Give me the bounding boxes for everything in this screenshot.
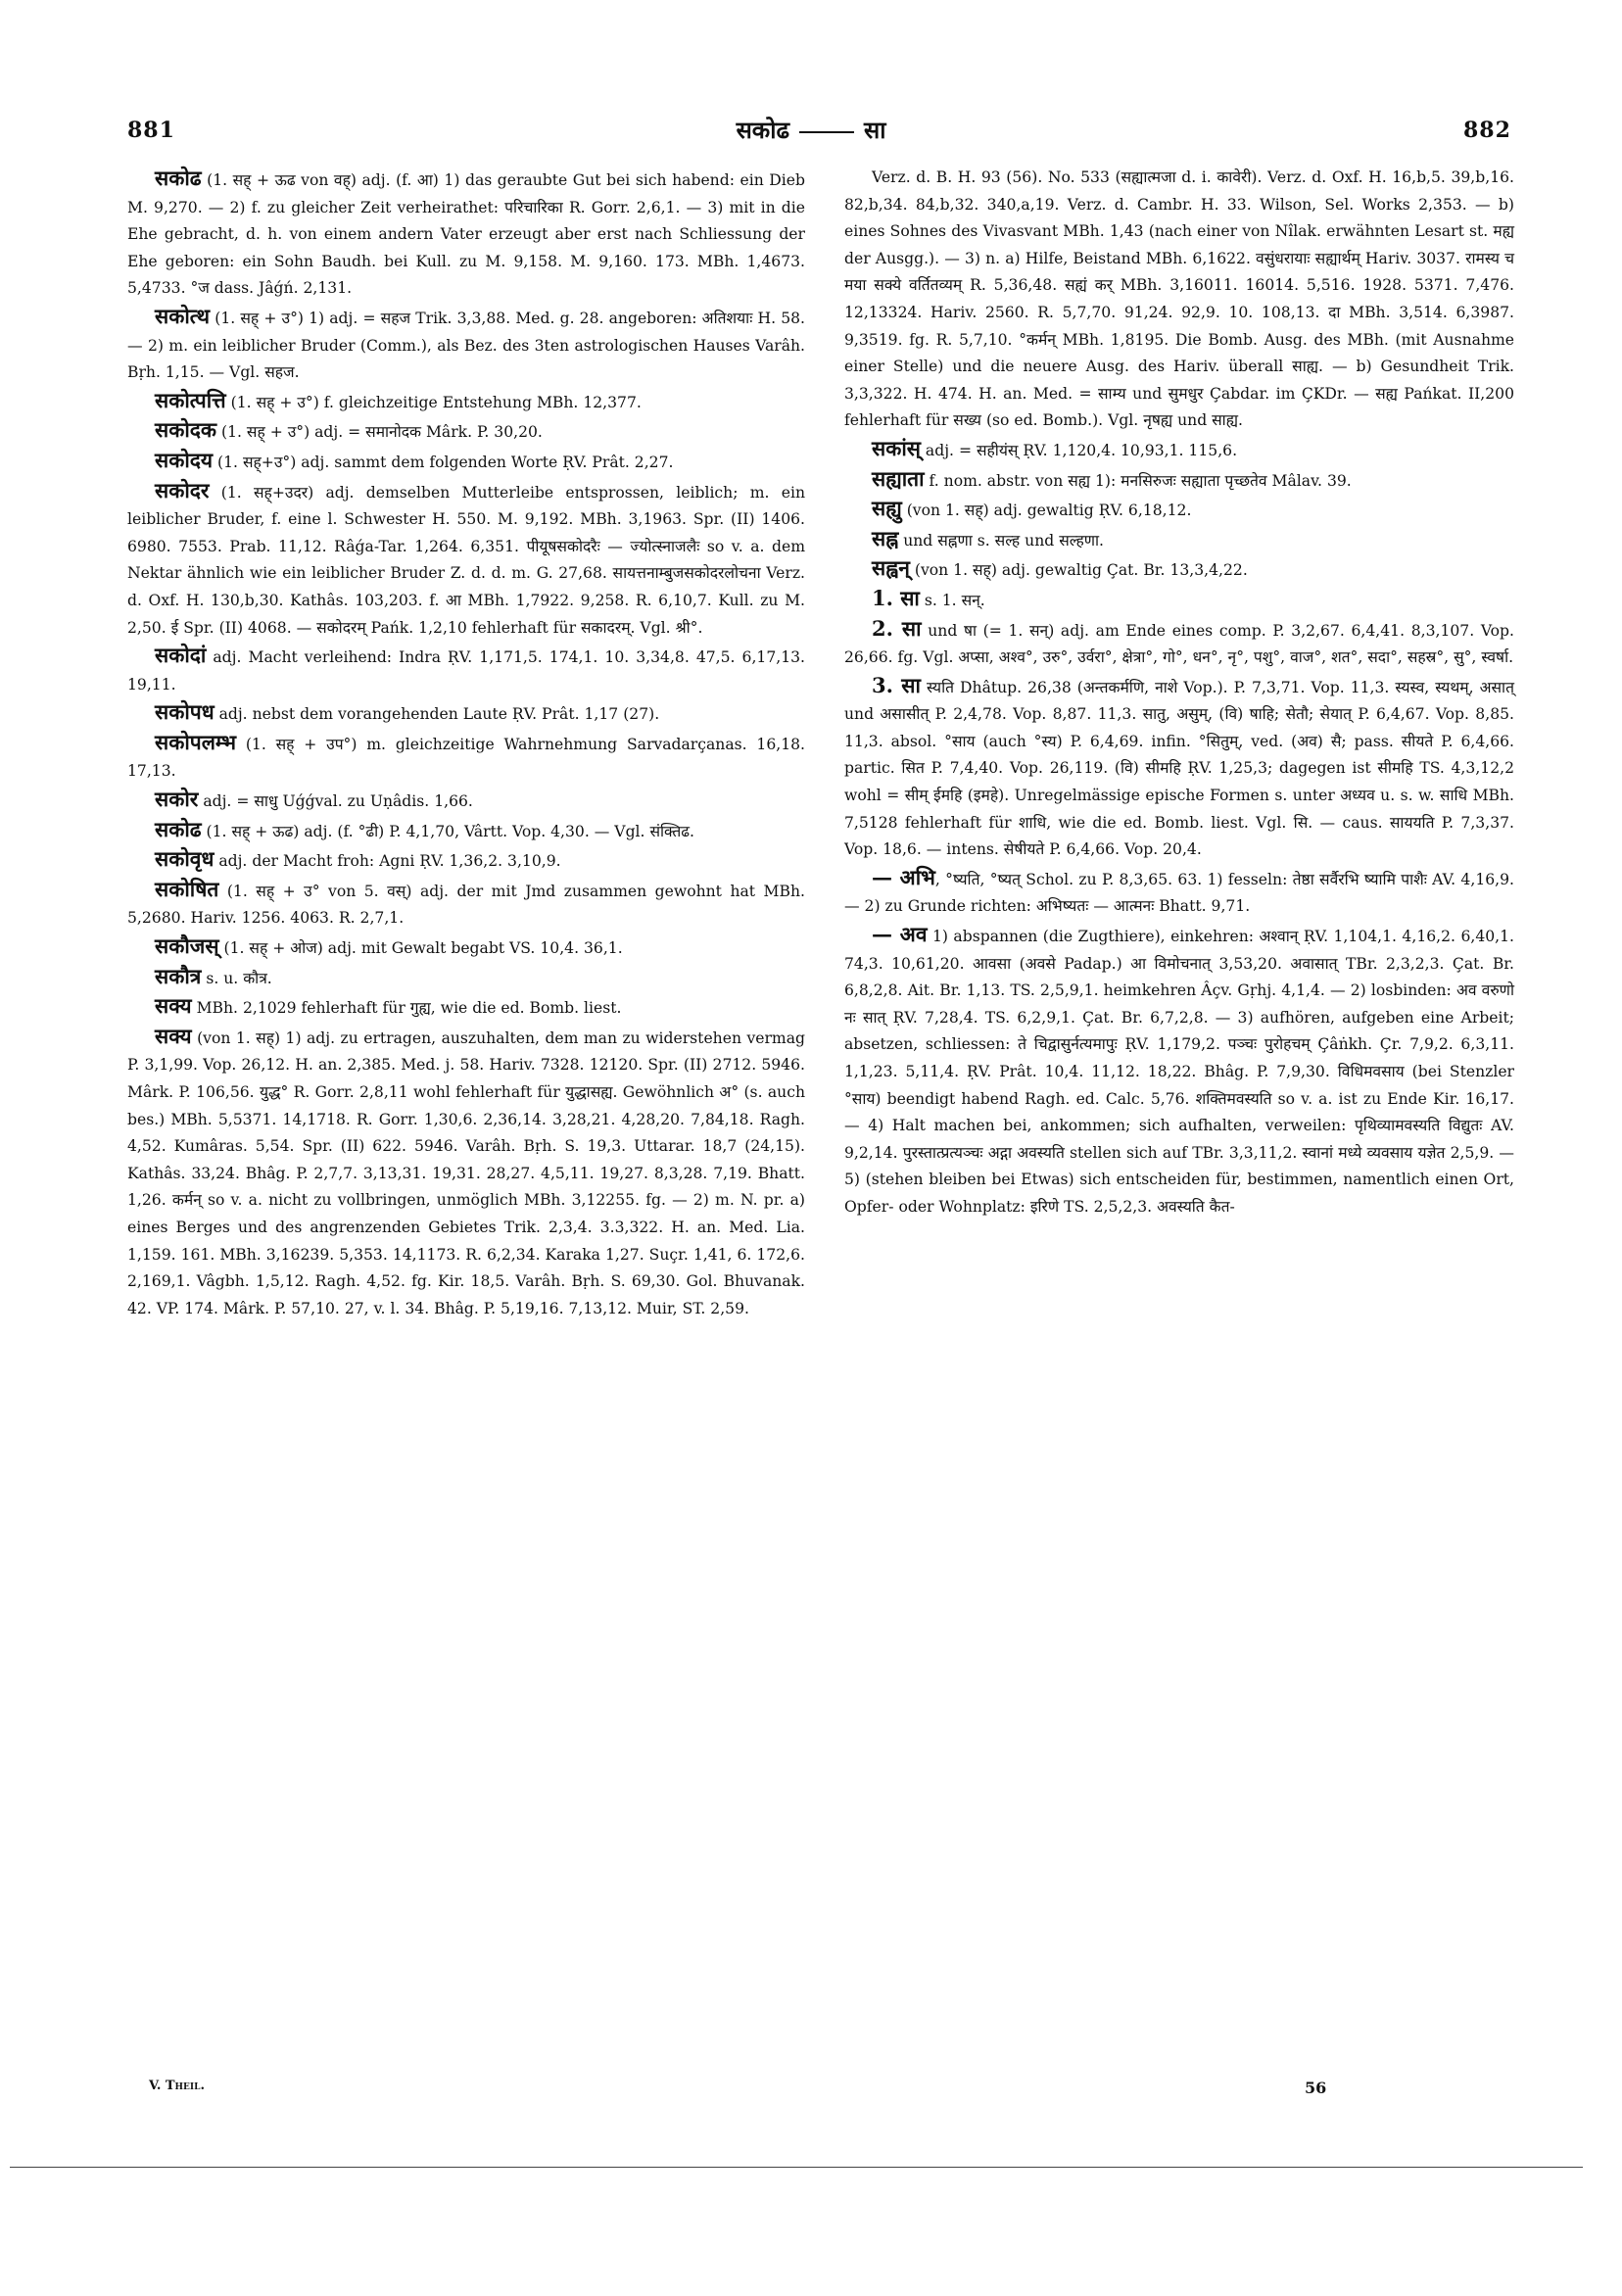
entry-headword: सकोपध [155,699,215,725]
sheet-number: 56 [1305,2079,1327,2097]
entry-body: s. 1. सन्. [919,591,985,609]
dictionary-entry [844,585,1514,615]
entry-headword: 2. सा [872,615,922,641]
dictionary-entry [127,786,805,816]
dictionary-entry [844,165,1514,435]
entry-body: (1. सह् + उ°) adj. = समानोदक Mârk. P. 30,20. [216,423,543,442]
entry-headword: सकोढ [155,166,202,190]
left-column [127,165,805,1322]
entry-headword: सकोदय [155,447,214,472]
dictionary-entry [127,642,805,698]
entry-headword: सह्यु [872,496,902,521]
entry-body: Verz. d. B. H. 93 (56). No. 533 (सह्यात्मजा d. i. कावेरी). Verz. d. Oxf. H. 16,b,5. 39,b,16. 82,b,34. 84,b,32. 340,a,19. Verz. d. Cambr. H. 33. Wilson, Sel. Works 2,353. — b) eines Sohnes des Vivasvant MBh. 1,43 (nach einer von Nîlak. erwähnten Lesart st. मह्य der Ausgg.). — 3) n. a) Hilfe, Beistand MBh. 6,1622. वसुंधरायाः सह्यार्थम् Hariv. 3037. रामस्य च मया सक्ये वर्तितव्यम् R. 5,36,48. सह्यं कर् MBh. 3,16011. 16014. 5,516. 1928. 5371. 7,476. 12,13324. Hariv. 2560. R. 5,7,70. 91,24. 92,9. 10. 108,13. दा MBh. 3,514. 6,3987. 9,3519. fg. R. 5,7,10. °कर्मन् MBh. 1,8195. Die Bomb. Ausg. des MBh. (mit Ausnahme einer Stelle) und die neuere Ausg. des Hariv. überall साह्य. — b) Gesundheit Trik. 3,3,322. H. 474. H. an. Med. = साम्य und सुमधुर Çabdar. im ÇKDr. — सह्य Pańkat. II,200 fehlerhaft für सख्य (so ed. Bomb.). Vgl. नृषह्य und साह्य. [844,168,1514,430]
entry-headword: सकोर [155,787,199,812]
entry-body: adj. der Macht froh: Agni ṚV. 1,36,2. 3,10,9. [214,852,561,871]
entry-headword: — अव [872,922,928,947]
entry-body: 1) abspannen (die Zugthiere), einkehren: अश्वान् ṚV. 1,104,1. 4,16,2. 6,40,1. 74,3. 10,61,20. आवसा (अवसे Padap.) आ विमोचनात् 3,53,20. अवासात् TBr. 2,3,2,3. Çat. Br. 6,8,2,8. Ait. Br. 1,13. TS. 2,5,9,1. heimkehren Âçv. Gṛhj. 4,1,4. — 2) losbinden: अव वरुणो नः सात् ṚV. 7,28,4. TS. 6,2,9,1. Çat. Br. 6,7,2,8. — 3) aufhören, aufgeben eine Arbeit; absetzen, schliessen: ते चिद्वासुर्नत्यमापुः ṚV. 1,179,2. पञ्चः पुरोहचम् Çâṅkh. Çr. 7,9,2. 6,3,11. 1,1,23. 5,11,4. ṚV. Prât. 10,4. 11,12. 18,22. Bhâg. P. 7,9,30. विधिमवसाय (bei Stenzler °साय) beendigt habend Ragh. ed. Calc. 5,76. शक्तिमवस्यति so v. a. ist zu Ende Kir. 16,17. — 4) Halt machen bei, ankommen; sich aufhalten, verweilen: पृथिव्यामवस्यति विद्युतः AV. 9,2,14. पुरस्तात्प्रत्यञ्चः अद्गा अवस्यति stellen sich auf TBr. 3,3,11,2. स्वानां मध्ये व्यवसाय यज्ञेत 2,5,9. — 5) (stehen bleiben bei Etwas) sich entscheiden für, bestimmen, namentlich einen Ort, Opfer- oder Wohnplatz: इरिणे TS. 2,5,2,3. अवस्यति कैत- [844,928,1514,1216]
entry-body: स्यति Dhâtup. 26,38 (अन्तकर्मणि, नाशे Vop.). P. 7,3,71. Vop. 11,3. स्यस्व, स्यथम्, असात् und असासीत् P. 2,4,78. Vop. 8,87. 11,3. सातु, असुम्, (वि) षाहि; सेतौ; सेयात् P. 6,4,67. Vop. 8,85. 11,3. absol. °साय (auch °स्य) P. 6,4,69. infin. °सितुम्, ved. (अव) सै; pass. सीयते P. 6,4,66. partic. सित P. 7,4,40. Vop. 26,119. (वि) सीमहि ṚV. 1,25,3; dagegen ist सीमहि TS. 4,3,12,2 wohl = सीम् ईमहि (इमहे). Unregelmässige epische Formen s. unter अध्यव u. s. w. साधि MBh. 7,5128 fehlerhaft für शाधि, wie die ed. Bomb. liest. Vgl. सि. — caus. साययति P. 7,3,37. Vop. 18,6. — intens. सेषीयते P. 6,4,66. Vop. 20,4. [844,678,1514,859]
entry-body: (1. सह् + उप°) m. gleichzeitige Wahrnehmung Sarvadarçanas. 16,18. 17,13. [127,735,805,781]
entry-headword: सकांस् [872,435,921,460]
entry-body: adj. Macht verleihend: Indra ṚV. 1,171,5. 174,1. 10. 3,34,8. 47,5. 6,17,13. 19,11. [127,648,805,694]
entry-body: (1. सह्+उदर) adj. demselben Mutterleibe entsprossen, leiblich; m. ein leiblicher Bruder, f. eine l. Schwester H. 550. M. 9,192. MBh. 3,1963. Spr. (II) 1406. 6980. 7553. Prab. 11,12. Râǵa-Tar. 1,264. 6,351. पीयूषसकोदरैः — ज्योत्स्नाजलैः so v. a. dem Nektar ähnlich wie ein leiblicher Bruder Z. d. d. m. G. 27,68. सायत्तनाम्बुजसकोदरलोचना Verz. d. Oxf. H. 130,b,30. Kathâs. 103,203. f. आ MBh. 1,7922. 9,258. R. 6,10,7. Kull. zu M. 2,50. ई Spr. (II) 4068. — सकोदरम् Pańk. 1,2,10 fehlerhaft für सकादरम्. Vgl. श्री°. [127,483,805,637]
entry-body: MBh. 2,1029 fehlerhaft für गुह्य, wie die ed. Bomb. liest. [191,999,622,1018]
entry-body: s. u. कौत्र. [201,969,272,987]
entry-headword: सकोदक [155,417,217,443]
dictionary-entry [127,447,805,477]
dictionary-entry [127,876,805,933]
dictionary-entry [127,992,805,1023]
dictionary-entry [844,525,1514,555]
dictionary-entry [844,672,1514,864]
dictionary-entry [127,963,805,993]
entry-headword: सकोपलम्भ [155,729,236,754]
entry-body: adj. = सहीयंस् ṚV. 1,120,4. 10,93,1. 115,6. [920,441,1238,459]
dictionary-entry [844,864,1514,921]
entry-body: und षा (= 1. सन्) adj. am Ende eines comp. P. 3,2,67. 6,4,41. 8,3,107. Vop. 26,66. fg. Vgl. अप्सा, अश्व°, उरु°, उर्वरा°, क्षेत्रा°, गो°, धन°, नृ°, पशु°, वाज°, शत°, सदा°, सहस्र°, सु°, स्वर्षा. [844,621,1514,667]
dictionary-entry [844,495,1514,525]
dictionary-entry [127,1023,805,1323]
running-head-dash [799,131,854,133]
dictionary-entry [844,921,1514,1221]
dictionary-entry [844,554,1514,585]
entry-headword: सकोदर [155,477,210,502]
dictionary-entry [127,165,805,303]
entry-body: (1. सह् + उ° von 5. वस्) adj. der mit Jmd zusammen gewohnt hat MBh. 5,2680. Hariv. 1256. 4063. R. 2,7,1. [127,882,805,928]
dictionary-entry [127,303,805,387]
dictionary-entry [844,465,1514,496]
dictionary-entry [127,729,805,786]
entry-headword: सकोत्थ [155,303,211,328]
signature-mark: V. Theil. [149,2079,205,2093]
entry-body: , °ष्यति, °ष्यत् Schol. zu P. 8,3,65. 63. 1) fesseln: तेष्ठा सर्वैरभि ष्यामि पाशैः AV. 4,16,9. — 2) zu Grunde richten: अभिष्यतः — आत्मनः Bhatt. 9,71. [844,870,1514,916]
dictionary-entry [844,435,1514,465]
dictionary-entry [127,477,805,643]
right-column [844,165,1514,1221]
entry-body: (1. सह् + ऊढ) adj. (f. °ढी) P. 4,1,70, Vârtt. Vop. 4,30. — Vgl. संक्तिढ. [201,822,695,840]
entry-headword: सकोवृध [155,846,215,872]
entry-body: (1. सह् + उ°) 1) adj. = सहज Trik. 3,3,88. Med. g. 28. angeboren: अतिशयाः H. 58. — 2) m. ein leiblicher Bruder (Comm.), als Bez. des 3ten astrologischen Hauses Varâh. Bṛh. 1,15. — Vgl. सहज. [127,309,805,382]
entry-headword: सह्न [872,525,899,550]
running-head-left: सकोढ [736,116,789,144]
entry-headword: सकोषित [155,876,219,901]
entry-headword: — अभि [872,864,935,889]
entry-body: (von 1. सह्) adj. gewaltig ṚV. 6,18,12. [901,502,1192,520]
entry-headword: सकोत्पत्ति [155,387,226,412]
dictionary-entry [127,698,805,729]
entry-body: (1. सह् + ओज) adj. mit Gewalt begabt VS. 10,4. 36,1. [218,939,623,958]
entry-headword: 1. सा [872,585,920,610]
entry-body: (1. सह्+उ°) adj. sammt dem folgenden Worte ṚV. Prât. 2,27. [213,453,674,471]
dictionary-entry [127,816,805,846]
entry-headword: सक्य [155,993,192,1019]
entry-headword: 3. सा [872,672,921,697]
entry-body: adj. = साधु Uǵǵval. zu Uṇâdis. 1,66. [198,792,473,811]
running-head [686,114,936,146]
entry-body: (1. सह् + उ°) f. gleichzeitige Entstehung MBh. 12,377. [225,393,642,411]
bottom-rule [10,2167,1583,2168]
dictionary-entry [127,933,805,963]
entry-body: und सह्नणा s. सल्ह und सल्हणा. [898,531,1105,550]
entry-headword: सकौत्र [155,963,202,988]
entry-headword: सह्याता [872,465,925,491]
entry-body: f. nom. abstr. von सह्य 1): मनसिरुजः सह्याता पृच्छतेव Mâlav. 39. [924,471,1352,490]
entry-body: adj. nebst dem vorangehenden Laute ṚV. Prât. 1,17 (27). [214,705,660,724]
entry-body: (1. सह् + ऊढ von वह्) adj. (f. आ) 1) das geraubte Gut bei sich habend: ein Dieb M. 9,270. — 2) f. zu gleicher Zeit verheirathet: परिचारिका R. Gorr. 2,6,1. — 3) mit in die Ehe gebracht, d. h. von einem andern Vater erzeugt aber erst nach Schliessung der Ehe geboren: ein Sohn Baudh. bei Kull. zu M. 9,158. M. 9,160. 173. MBh. 1,4673. 5,4733. °ज dass. Jâǵń. 2,131. [127,171,805,298]
dictionary-entry [127,387,805,417]
entry-body: (von 1. सह्) 1) adj. zu ertragen, auszuhalten, dem man zu widerstehen vermag P. 3,1,99. Vop. 26,12. H. an. 2,385. Med. j. 58. Hariv. 7328. 12120. Spr. (II) 2712. 5946. Mârk. P. 106,56. युद्ध° R. Gorr. 2,8,11 wohl fehlerhaft für युद्धासह्य. Gewöhnlich अ° (s. auch bes.) MBh. 5,5371. 14,1718. R. Gorr. 1,30,6. 2,36,14. 3,28,21. 4,28,20. 7,84,18. Ragh. 4,52. Kumâras. 5,54. Spr. (II) 622. 5946. Varâh. Bṛh. S. 19,3. Uttarar. 18,7 (24,15). Kathâs. 33,24. Bhâg. P. 2,7,7. 3,13,31. 19,31. 28,27. 4,5,11. 19,27. 8,3,28. 7,19. Bhatt. 1,26. कर्मन् so v. a. nicht zu vollbringen, unmöglich MBh. 3,12255. fg. — 2) m. N. pr. a) eines Berges und des angrenzenden Gebietes Trik. 2,3,4. 3.3,322. H. an. Med. Lia. 1,159. 161. MBh. 3,16239. 5,353. 14,1173. R. 6,2,34. Karaka 1,27. Suçr. 1,41, 6. 172,6. 2,169,1. Vâgbh. 1,5,12. Ragh. 4,52. fg. Kir. 18,5. Varâh. Bṛh. S. 69,30. Gol. Bhuvanak. 42. VP. 174. Mârk. P. 57,10. 27, v. l. 34. Bhâg. P. 5,19,16. 7,13,12. Muir, ST. 2,59. [127,1028,805,1317]
page-number-left: 881 [127,118,175,143]
entry-body: (von 1. सह्) adj. gewaltig Çat. Br. 13,3,4,22. [909,561,1248,580]
entry-headword: सकोढ [155,816,202,841]
entry-headword: सकोदां [155,643,207,668]
entry-headword: सकौजस् [155,933,219,959]
entry-headword: सह्वन् [872,555,910,581]
entry-headword: सक्य [155,1023,192,1048]
dictionary-entry [127,416,805,447]
running-head-right: सा [863,116,886,144]
dictionary-entry [127,845,805,876]
page-number-right: 882 [1463,118,1511,143]
dictionary-entry [844,615,1514,672]
